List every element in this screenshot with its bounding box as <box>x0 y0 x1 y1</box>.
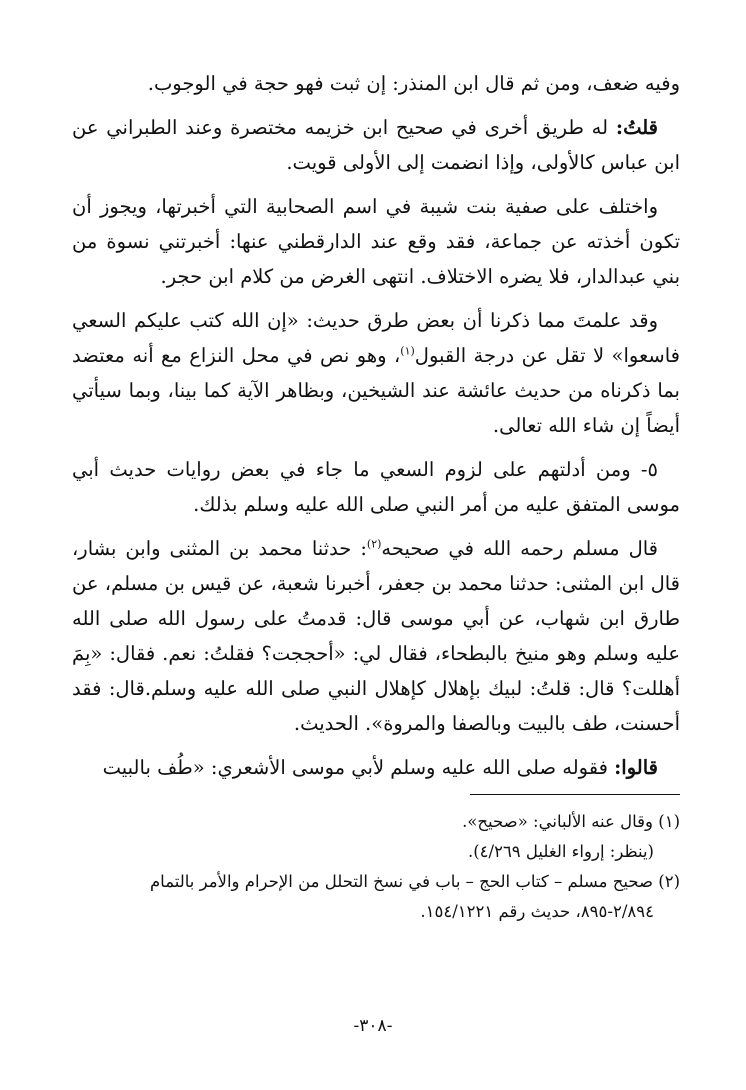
footnote-1-continuation: (ينظر: إرواء الغليل ٤/٢٦٩). <box>467 842 654 861</box>
paragraph-4-text-before: وقد علمتَ مما ذكرنا أن بعض طرق حديث: «إن الله كتب عليكم السعي فاسعوا» لا تقل عن درجة القبول <box>72 309 680 367</box>
paragraph-2-text: له طريق أخرى في صحيح ابن خزيمه مختصرة وعند الطبراني عن ابن عباس كالأولى، وإذا انضمت إلى الأولى قويت. <box>72 116 680 174</box>
paragraph-5-text: ٥- ومن أدلتهم على لزوم السعي ما جاء في بعض روايات حديث أبي موسى المتفق عليه من أمر النبي صلى الله عليه وسلم بذلك. <box>72 458 680 516</box>
paragraph-6-text-after: : حدثنا محمد بن المثنى وابن بشار، قال ابن المثنى: حدثنا محمد بن جعفر، أخبرنا شعبة، عن قيس بن مسلم، عن طارق ابن شهاب، عن أبي موسى قال: قدمتُ على رسول الله صلى الله عليه وسلم وهو منيخ بالبطحاء، فقال لي: «أحججت؟ فقلتُ: نعم. فقال: «بِمَ أهللت؟ قال: قلتُ: لبيك بإهلال كإهلال النبي صلى الله عليه وسلم.قال: فقد أحسنت، طف بالبيت وبالصفا والمروة». الحديث. <box>72 537 680 735</box>
paragraph-1-text: وفيه ضعف، ومن ثم قال ابن المنذر: إن ثبت فهو حجة في الوجوب. <box>147 72 680 95</box>
paragraph-7-lead: قالوا: <box>614 756 658 779</box>
footnote-2: (٢) صحيح مسلم – كتاب الحج – باب في نسخ التحلل من الإحرام والأمر بالتمام <box>149 872 680 891</box>
paragraph-2-lead: قلتُ: <box>615 116 658 139</box>
page-number: -٣٠٨- <box>353 1016 393 1036</box>
paragraph-3 <box>72 189 680 294</box>
footnote-ref-2[interactable]: (٢) <box>366 537 382 551</box>
footnote-divider <box>470 794 680 795</box>
paragraph-4 <box>72 303 680 443</box>
paragraph-6-text-before: قال مسلم رحمه الله في صحيحه <box>381 537 658 560</box>
paragraph-1 <box>72 66 680 101</box>
paragraph-5 <box>72 452 680 522</box>
paragraph-2 <box>72 110 680 180</box>
footnote-1: (١) وقال عنه الألباني: «صحيح». <box>462 812 680 831</box>
paragraph-7-text: فقوله صلى الله عليه وسلم لأبي موسى الأشعري: «طُف بالبيت <box>102 756 615 779</box>
paragraph-7 <box>72 750 680 785</box>
footnotes <box>72 807 680 927</box>
paragraph-6 <box>72 531 680 741</box>
paragraph-3-text: واختلف على صفية بنت شيبة في اسم الصحابية التي أخبرتها، ويجوز أن تكون أخذته عن جماعة، فقد وقع عند الدارقطني عنها: أخبرتني نسوة من بني عبدالدار، فلا يضره الاختلاف. انتهى الغرض من كلام ابن حجر. <box>72 195 680 288</box>
paragraph-4-text-after: ، وهو نص في محل النزاع مع أنه معتضد بما ذكرناه من حديث عائشة عند الشيخين، وبظاهر الآية كما بينا، وبما سيأتي أيضاً إن شاء الله تعالى. <box>72 344 680 437</box>
footnote-2-continuation: ٢/٨٩٤-٨٩٥، حديث رقم ١٥٤/١٢٢١. <box>420 902 654 921</box>
footnote-ref-1[interactable]: (١) <box>400 344 415 358</box>
